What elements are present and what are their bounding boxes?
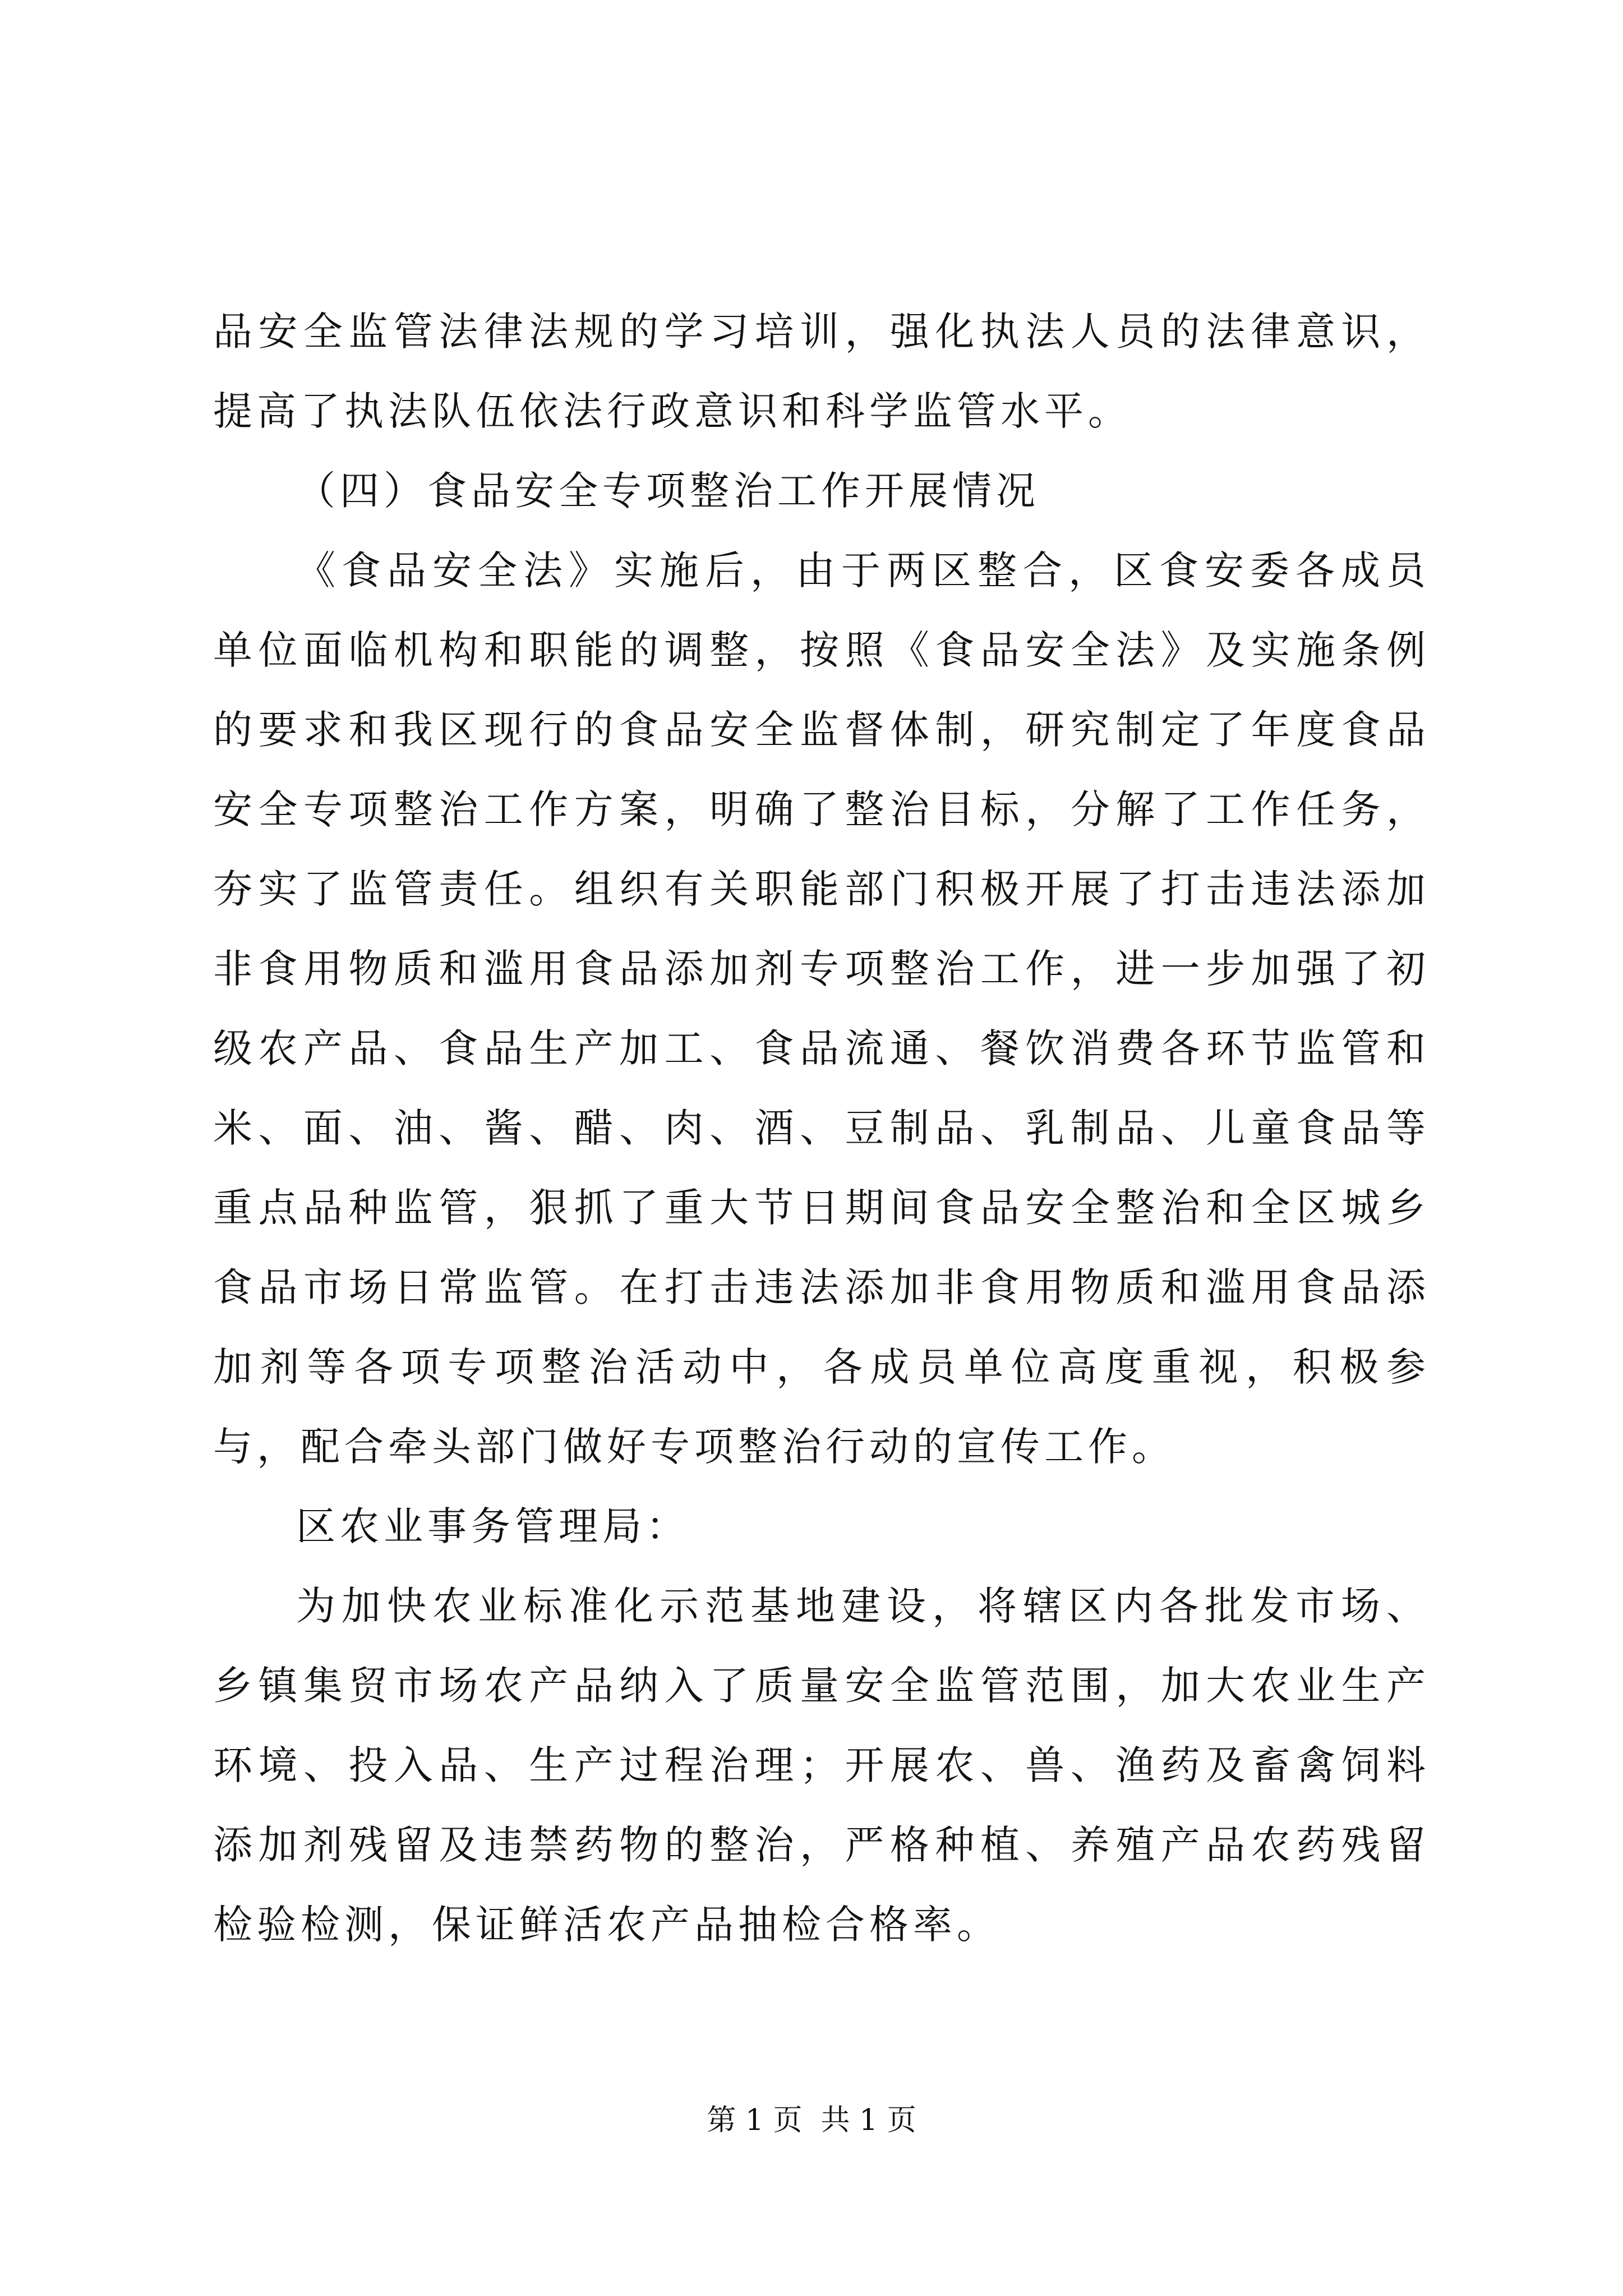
section-heading: （四）食品安全专项整治工作开展情况 xyxy=(296,468,1040,514)
document-body xyxy=(213,292,1430,1964)
paragraph-agriculture-measures: 为加快农业标准化示范基地建设，将辖区内各批发市场、乡镇集贸市场农产品纳入了质量安全监管范围，加大农业生产环境、投入品、生产过程治理；开展农、兽、渔药及畜禽饲料添加剂残留及违禁药物的整治，严格种植、养殖产品农药残留检验检测，保证鲜活农产品抽检合格率。 xyxy=(213,1583,1430,1948)
paragraph-agriculture-bureau-heading: 区农业事务管理局： xyxy=(296,1503,690,1549)
paragraph-continuation: 品安全监管法律法规的学习培训，强化执法人员的法律意识，提高了执法队伍依法行政意识和科学监管水平。 xyxy=(213,309,1430,434)
paragraph-food-safety-law: 《食品安全法》实施后，由于两区整合，区食安委各成员单位面临机构和职能的调整，按照《食品安全法》及实施条例的要求和我区现行的食品安全监督体制，研究制定了年度食品安全专项整治工作方案，明确了整治目标，分解了工作任务，夯实了监管责任。组织有关职能部门积极开展了打击违法添加非食用物质和滥用食品添加剂专项整治工作，进一步加强了初级农产品、食品生产加工、食品流通、餐饮消费各环节监管和米、面、油、酱、醋、肉、酒、豆制品、乳制品、儿童食品等重点品种监管，狠抓了重大节日期间食品安全整治和全区城乡食品市场日常监管。在打击违法添加非食用物质和滥用食品添加剂等各项专项整治活动中，各成员单位高度重视，积极参与，配合牵头部门做好专项整治行动的宣传工作。 xyxy=(213,547,1430,1470)
page-number-footer: 第 1 页 共 1 页 xyxy=(707,2104,916,2137)
